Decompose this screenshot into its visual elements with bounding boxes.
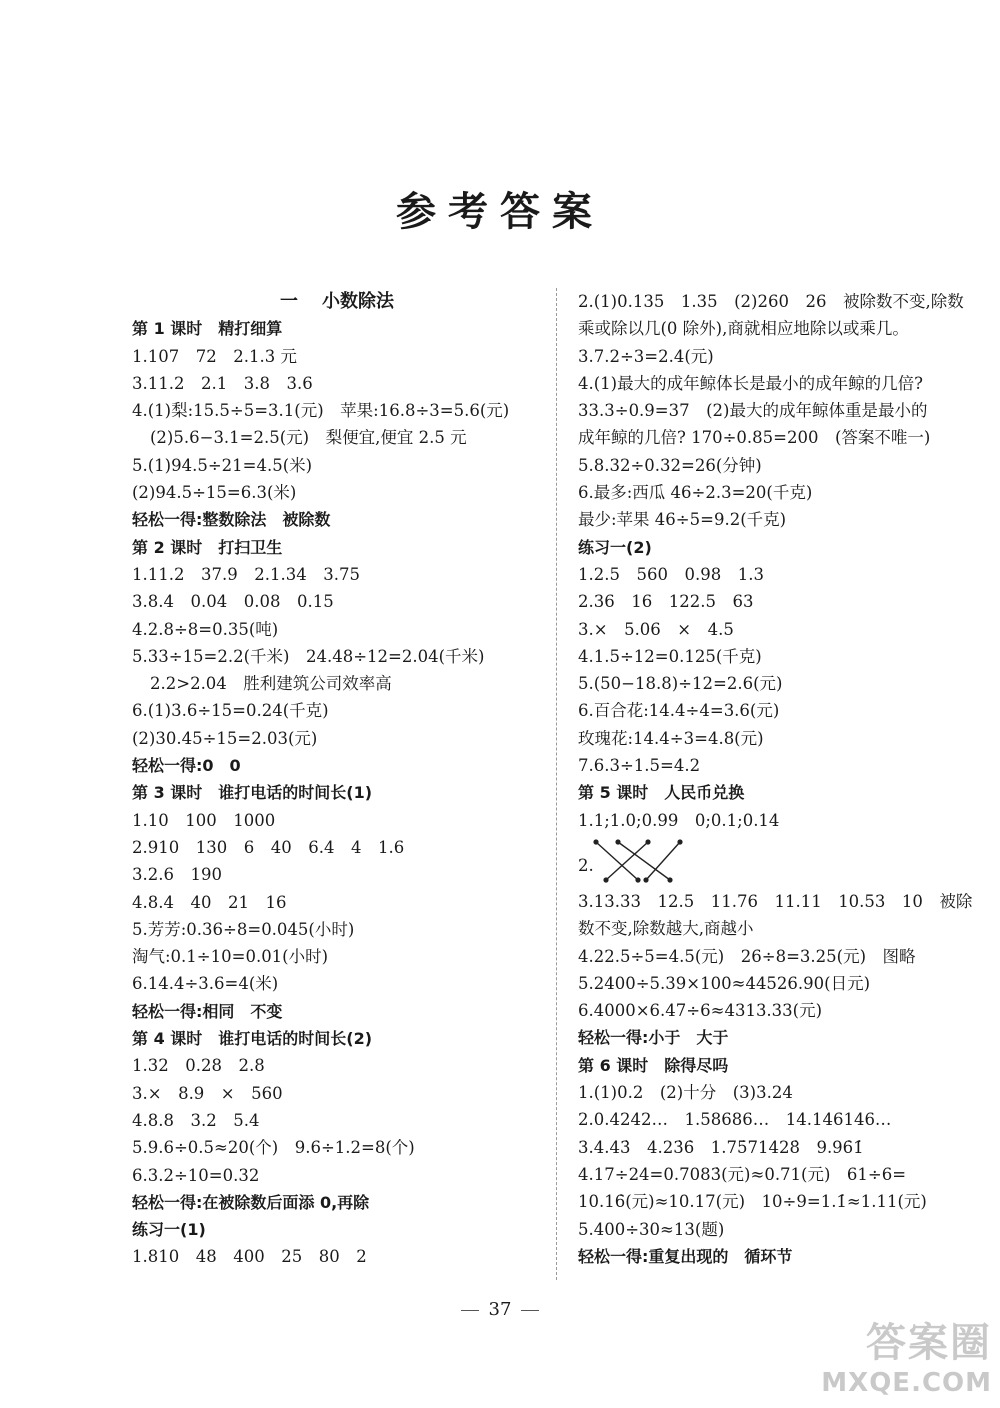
watermark-title: 答案圈 bbox=[866, 1320, 992, 1366]
section-heading bbox=[132, 288, 542, 315]
answer-line: 5.400÷30≈13(题) bbox=[578, 1219, 725, 1239]
answer-line: 2.910 130 6 40 6.4 4 1.6 bbox=[132, 837, 405, 857]
answer-line: 5.33÷15=2.2(千米) 24.48÷12=2.04(千米) bbox=[132, 646, 485, 666]
answer-line: 1.11.2 37.9 2.1.34 3.75 bbox=[132, 564, 360, 584]
answer-heading: 第 2 课时 打扫卫生 bbox=[132, 537, 283, 557]
answer-line: 5.8.32÷0.32=26(分钟) bbox=[578, 455, 762, 475]
answer-line: 2.36 16 122.5 63 bbox=[578, 592, 754, 612]
answer-line: 33.3÷0.9=37 (2)最大的成年鲸体重是最小的 bbox=[578, 401, 928, 421]
answer-line: 4.(1)最大的成年鲸体长是最小的成年鲸的几倍? bbox=[578, 373, 923, 393]
answer-line: 1.1;1.0;0.99 0;0.1;0.14 bbox=[578, 810, 780, 830]
answer-line: 4.2.8÷8=0.35(吨) bbox=[132, 619, 279, 639]
answer-line: 2.(1)0.135 1.35 (2)260 26 被除数不变,除数 bbox=[578, 292, 964, 311]
column-divider bbox=[556, 288, 557, 1280]
answer-heading: 第 4 课时 谁打电话的时间长(2) bbox=[132, 1029, 373, 1049]
answer-line: 6.14.4÷3.6=4(米) bbox=[132, 974, 279, 994]
answer-line: 10.16̇(元)≈10.17(元) 10÷9=1.1̇≈1.11(元) bbox=[578, 1192, 927, 1212]
section-number: 一 bbox=[280, 291, 298, 312]
answer-line: 5.(1)94.5÷21=4.5(米) bbox=[132, 455, 313, 475]
answer-line: 3.× 5.06 × 4.5 bbox=[578, 619, 734, 639]
answer-line: 1.810 48 400 25 80 2 bbox=[132, 1247, 367, 1267]
answer-line: 乘或除以几(0 除外),商就相应地除以或乘几。 bbox=[578, 319, 909, 339]
answer-line: 1.2.5 560 0.98 1.3 bbox=[578, 564, 764, 584]
answer-heading: 轻松一得:整数除法 被除数 bbox=[132, 510, 331, 530]
answer-line: 6.3.2÷10=0.32 bbox=[132, 1165, 260, 1185]
answer-line: 3.× 8.9 × 560 bbox=[132, 1083, 283, 1103]
watermark-logo bbox=[821, 1311, 992, 1398]
answer-line: 6.(1)3.6÷15=0.24(千克) bbox=[132, 701, 329, 721]
page-number-dash-right bbox=[521, 1310, 539, 1311]
answer-line: (2)30.45÷15=2.03(元) bbox=[132, 728, 318, 748]
page-title: 参考答案 bbox=[396, 188, 604, 235]
answer-line: 玫瑰花:14.4÷3=4.8(元) bbox=[578, 728, 764, 748]
answer-line: 3.7.2÷3=2.4(元) bbox=[578, 346, 714, 366]
answer-heading: 第 6 课时 除得尽吗 bbox=[578, 1055, 729, 1075]
right-answer-list-bottom bbox=[578, 888, 998, 1270]
answer-heading: 轻松一得:小于 大于 bbox=[578, 1028, 729, 1048]
answer-line: 2.2>2.04 胜利建筑公司效率高 bbox=[150, 674, 392, 694]
watermark-url: MXQE.COM bbox=[821, 1368, 992, 1398]
answer-line: 1.107 72 2.1.3 元 bbox=[132, 346, 297, 366]
answer-line: 4.(1)梨:15.5÷5=3.1(元) 苹果:16.8÷3=5.6(元) bbox=[132, 401, 510, 421]
answer-line: 1.(1)0.2 (2)十分 (3)3.24 bbox=[578, 1083, 793, 1103]
answer-line: 3.8.4 0.04 0.08 0.15 bbox=[132, 592, 334, 612]
answer-line: (2)5.6−3.1=2.5(元) 梨便宜,便宜 2.5 元 bbox=[150, 428, 467, 448]
answer-line: 6.4000×6.47÷6≈4313.33(元) bbox=[578, 1001, 823, 1021]
answer-line: 3.13.33 12.5 11.76 11.11 10.53 10 被除 bbox=[578, 891, 973, 911]
answer-line: 3.11.2 2.1 3.8 3.6 bbox=[132, 373, 313, 393]
page-number: 37 bbox=[488, 1299, 512, 1320]
answer-heading: 第 5 课时 人民币兑换 bbox=[578, 783, 745, 803]
answer-line: 1.32 0.28 2.8 bbox=[132, 1056, 265, 1076]
answer-heading: 轻松一得:相同 不变 bbox=[132, 1001, 283, 1021]
answer-line: 3.4.43̇ 4.23̇6̇ 1.75̇71428̇ 9.96̇1̇ bbox=[578, 1137, 864, 1157]
answer-heading: 练习一(1) bbox=[132, 1220, 206, 1240]
section-name: 小数除法 bbox=[322, 291, 394, 312]
answer-line: 4.22.5÷5=4.5(元) 26÷8=3.25(元) 图略 bbox=[578, 946, 916, 966]
answer-line: 5.芳芳:0.36÷8=0.045(小时) bbox=[132, 919, 355, 939]
answer-line: 3.2.6 190 bbox=[132, 865, 222, 885]
answer-line: 4.8.8 3.2 5.4 bbox=[132, 1110, 260, 1130]
answer-line: 6.百合花:14.4÷4=3.6(元) bbox=[578, 701, 780, 721]
answer-line: 淘气:0.1÷10=0.01(小时) bbox=[132, 947, 329, 967]
answer-heading: 练习一(2) bbox=[578, 537, 652, 557]
right-answer-list-top bbox=[578, 288, 998, 834]
answer-line: (2)94.5÷15=6.3(米) bbox=[132, 483, 297, 503]
answer-line: 2.0.4242… 1.58686… 14.146146… bbox=[578, 1110, 892, 1130]
diagram-question-number: 2. bbox=[578, 855, 594, 875]
left-column bbox=[132, 288, 542, 1271]
answer-line: 最少:苹果 46÷5=9.2(千克) bbox=[578, 510, 787, 530]
answer-heading: 轻松一得:0 0 bbox=[132, 756, 241, 776]
answer-line: 5.(50−18.8)÷12=2.6(元) bbox=[578, 674, 783, 694]
answer-line: 4.1.5÷12=0.125(千克) bbox=[578, 646, 762, 666]
answer-line: 1.10 100 1000 bbox=[132, 810, 276, 830]
answer-line: 成年鲸的几倍? 170÷0.85=200 (答案不唯一) bbox=[578, 428, 931, 448]
answer-line: 4.17÷24=0.7083̇(元)≈0.71(元) 61÷6= bbox=[578, 1164, 907, 1184]
answer-line: 5.2400÷5.39×100≈44526.90(日元) bbox=[578, 973, 871, 993]
page-number-dash-left bbox=[461, 1310, 479, 1311]
answer-heading: 轻松一得:在被除数后面添 0,再除 bbox=[132, 1192, 370, 1212]
answer-line: 7.6.3÷1.5=4.2 bbox=[578, 756, 701, 776]
matching-lines-figure bbox=[592, 836, 702, 886]
answer-line: 数不变,除数越大,商越小 bbox=[578, 919, 754, 939]
answer-line: 4.8.4 40 21 16 bbox=[132, 892, 287, 912]
right-column bbox=[578, 288, 998, 1270]
left-answer-list bbox=[132, 315, 542, 1270]
answer-heading: 第 1 课时 精打细算 bbox=[132, 319, 283, 339]
answer-heading: 轻松一得:重复出现的 循环节 bbox=[578, 1246, 793, 1266]
answer-line: 6.最多:西瓜 46÷2.3=20(千克) bbox=[578, 483, 813, 503]
matching-diagram bbox=[578, 834, 998, 888]
answer-heading: 第 3 课时 谁打电话的时间长(1) bbox=[132, 783, 373, 803]
answer-line: 5.9.6÷0.5≈20(个) 9.6÷1.2=8(个) bbox=[132, 1138, 415, 1158]
